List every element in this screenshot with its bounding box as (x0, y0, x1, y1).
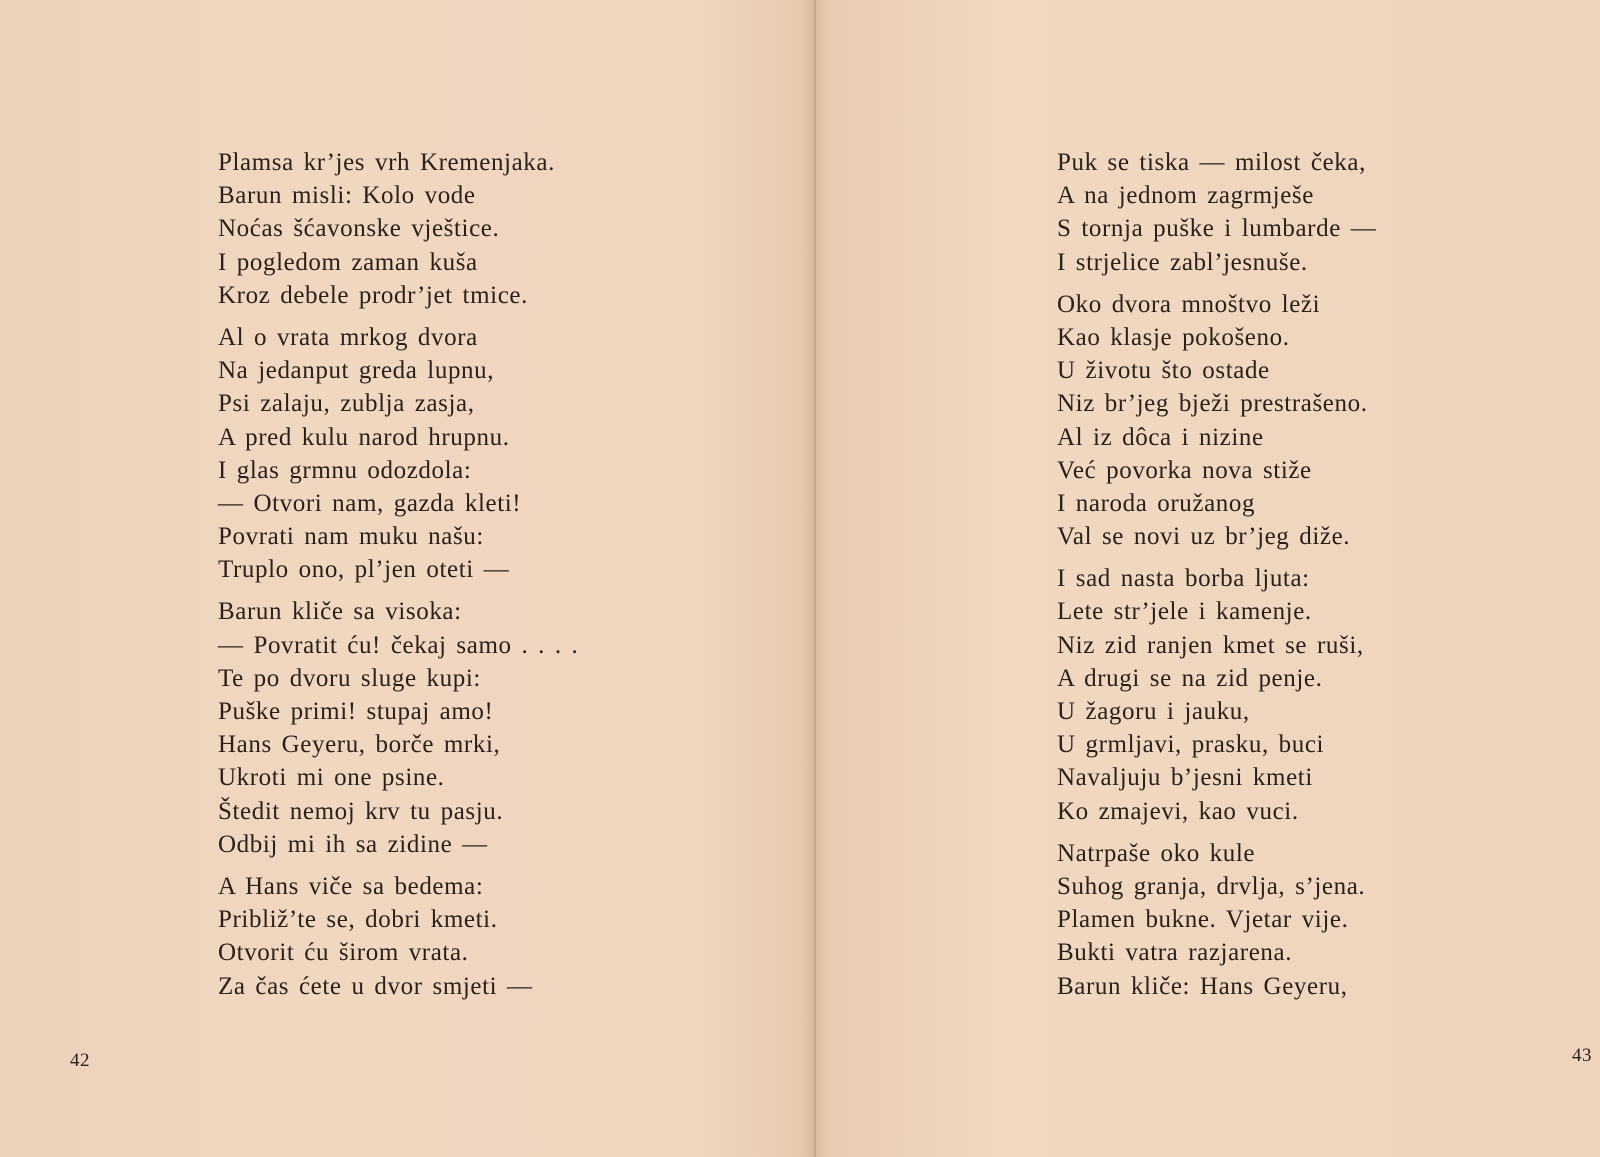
poem-line: I sad nasta borba ljuta: (1057, 565, 1310, 593)
poem-line: Niz br’jeg bježi prestrašeno. (1057, 390, 1368, 418)
poem-line: Suhog granja, drvlja, s’jena. (1057, 872, 1366, 900)
poem-line: Za čas ćete u dvor smjeti — (218, 972, 533, 1000)
stanza (1057, 837, 1376, 1003)
right-page (815, 0, 1600, 1157)
stanza (218, 870, 578, 1003)
poem-line: I pogledom zaman kuša (218, 248, 478, 276)
poem-line: Puk se tiska — milost čeka, (1057, 149, 1366, 176)
poem-line: Otvorit ću širom vrata. (218, 939, 469, 967)
stanza (1057, 146, 1376, 279)
poem-line: S tornja puške i lumbarde — (1057, 215, 1377, 243)
poem-line: Val se novi uz br’jeg diže. (1057, 523, 1351, 551)
poem-line: — Povratit ću! čekaj samo . . . . (218, 631, 579, 659)
poem-line: I glas grmnu odozdola: (218, 456, 472, 484)
poem-line: Ko zmajevi, kao vuci. (1057, 797, 1299, 825)
poem-line: Natrpaše oko kule (1057, 839, 1256, 867)
stanza (218, 595, 578, 861)
page-number-left: 42 (70, 1050, 90, 1071)
poem-line: Odbij mi ih sa zidine — (218, 830, 488, 858)
poem-line: Bukti vatra razjarena. (1057, 939, 1293, 967)
poem-line: Te po dvoru sluge kupi: (218, 664, 481, 692)
poem-line: Psi zalaju, zublja zasja, (218, 390, 475, 418)
stanza (218, 146, 578, 312)
poem-line: Noćas šćavonske vještice. (218, 215, 500, 243)
poem-line: A pred kulu narod hrupnu. (218, 423, 510, 451)
poem-line: Ukroti mi one psine. (218, 764, 445, 792)
poem-line: A drugi se na zid penje. (1057, 664, 1323, 692)
poem-line: Približ’te se, dobri kmeti. (218, 906, 498, 934)
poem-line: Kroz debele prodr’jet tmice. (218, 281, 528, 309)
poem-line: I strjelice zabl’jesnuše. (1057, 248, 1308, 276)
poem-line: Hans Geyeru, borče mrki, (218, 731, 501, 759)
poem-line: Plamen bukne. Vjetar vije. (1057, 906, 1349, 934)
left-poem (218, 146, 578, 1003)
poem-line: Plamsa kr’jes vrh Kremenjaka. (218, 149, 555, 176)
poem-line: Al o vrata mrkog dvora (218, 323, 478, 351)
poem-line: Navaljuju b’jesni kmeti (1057, 764, 1313, 792)
right-poem (1057, 146, 1376, 1003)
poem-line: Štedit nemoj krv tu pasju. (218, 797, 504, 825)
page-number-right: 43 (1572, 1045, 1592, 1066)
poem-line: Al iz dôca i nizine (1057, 423, 1264, 451)
poem-line: I naroda oružanog (1057, 489, 1256, 517)
poem-line: U žagoru i jauku, (1057, 698, 1250, 725)
poem-line: Truplo ono, pl’jen oteti — (218, 556, 510, 584)
poem-line: Niz zid ranjen kmet se ruši, (1057, 631, 1364, 659)
poem-line: A Hans viče sa bedema: (218, 872, 484, 900)
poem-line: Na jedanput greda lupnu, (218, 357, 495, 385)
stanza (218, 321, 578, 587)
poem-line: Već povorka nova stiže (1057, 456, 1312, 484)
poem-line: Lete str’jele i kamenje. (1057, 598, 1312, 626)
poem-line: Barun kliče sa visoka: (218, 598, 462, 626)
poem-line: Oko dvora mnoštvo leži (1057, 290, 1321, 318)
poem-line: Kao klasje pokošeno. (1057, 323, 1290, 351)
poem-line: A na jednom zagrmješe (1057, 182, 1314, 210)
poem-line: — Otvori nam, gazda kleti! (218, 489, 522, 517)
poem-line: Barun misli: Kolo vode (218, 182, 476, 210)
poem-line: Povrati nam muku našu: (218, 523, 484, 551)
stanza (1057, 562, 1376, 828)
stanza (1057, 288, 1376, 554)
poem-line: U životu što ostade (1057, 357, 1270, 385)
poem-line: U grmljavi, prasku, buci (1057, 731, 1325, 759)
poem-line: Barun kliče: Hans Geyeru, (1057, 972, 1348, 1000)
poem-line: Puške primi! stupaj amo! (218, 698, 494, 725)
